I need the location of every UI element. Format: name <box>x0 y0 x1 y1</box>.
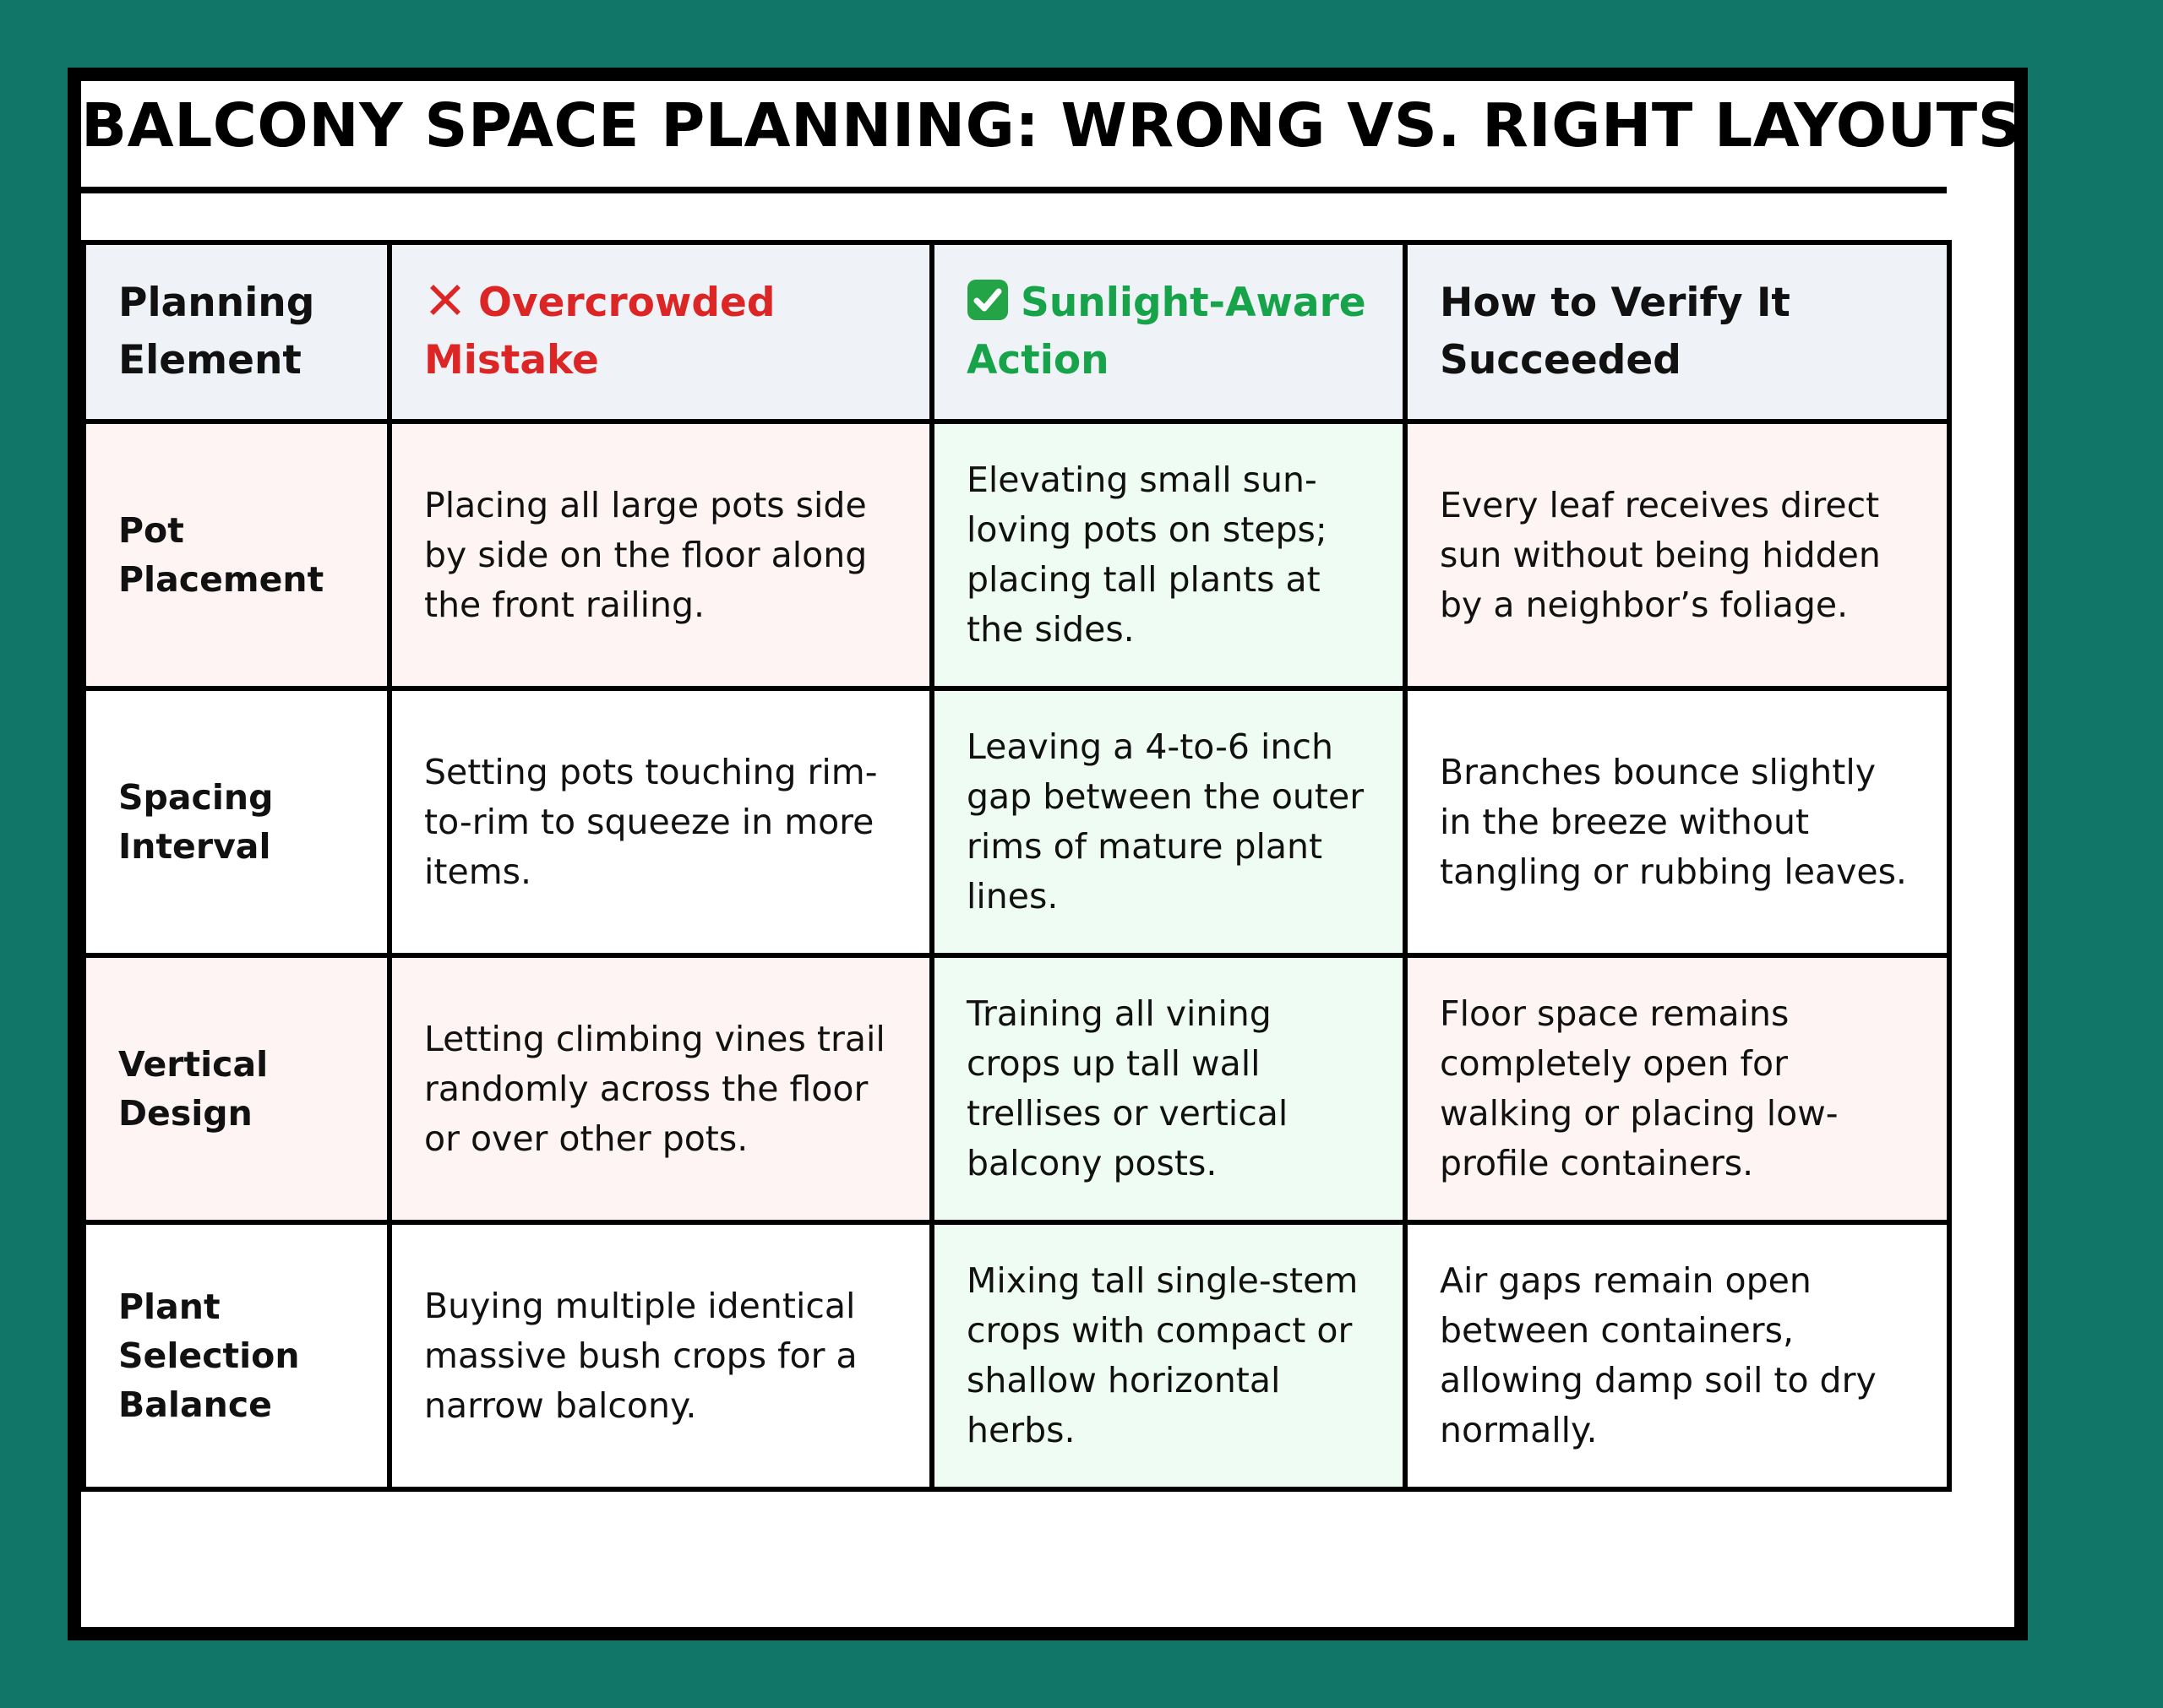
header-overcrowded-mistake <box>390 242 932 422</box>
mistake-cell: Placing all large pots side by side on the floor along the front railing. <box>390 422 932 688</box>
row-label: Plant Selection Balance <box>84 1222 390 1489</box>
header-sunlight-aware-action <box>932 242 1405 422</box>
verify-cell: Floor space remains completely open for walking or placing low-profile containers. <box>1405 955 1949 1222</box>
comparison-table <box>81 240 1952 1492</box>
title-divider <box>81 187 1947 193</box>
table-row-plant-selection-balance <box>84 1222 1949 1489</box>
header-sunlight-aware-action-label: Sunlight-Aware Action <box>967 280 1366 383</box>
cross-mark-icon <box>424 279 466 321</box>
table-row-vertical-design <box>84 955 1949 1222</box>
verify-cell: Branches bounce slightly in the breeze without tangling or rubbing leaves. <box>1405 688 1949 955</box>
header-overcrowded-mistake-label: Overcrowded Mistake <box>424 280 776 383</box>
row-label: Vertical Design <box>84 955 390 1222</box>
header-planning-element-label: Planning Element <box>118 280 315 383</box>
page-title: BALCONY SPACE PLANNING: WRONG VS. RIGHT LAYOUTS <box>81 90 2022 160</box>
table-header-row <box>84 242 1949 422</box>
action-cell: Training all vining crops up tall wall trellises or vertical balcony posts. <box>932 955 1405 1222</box>
action-cell: Mixing tall single-stem crops with compact or shallow horizontal herbs. <box>932 1222 1405 1489</box>
table-row-spacing-interval <box>84 688 1949 955</box>
verify-cell: Air gaps remain open between containers, allowing damp soil to dry normally. <box>1405 1222 1949 1489</box>
header-planning-element <box>84 242 390 422</box>
mistake-cell: Setting pots touching rim-to-rim to squeeze in more items. <box>390 688 932 955</box>
header-how-to-verify-label: How to Verify It Succeeded <box>1440 280 1790 383</box>
action-cell: Leaving a 4-to-6 inch gap between the outer rims of mature plant lines. <box>932 688 1405 955</box>
row-label: Pot Placement <box>84 422 390 688</box>
mistake-cell: Letting climbing vines trail randomly across the floor or over other pots. <box>390 955 932 1222</box>
table-row-pot-placement <box>84 422 1949 688</box>
row-label: Spacing Interval <box>84 688 390 955</box>
check-mark-icon <box>967 279 1009 321</box>
mistake-cell: Buying multiple identical massive bush crops for a narrow balcony. <box>390 1222 932 1489</box>
verify-cell: Every leaf receives direct sun without being hidden by a neighbor’s foliage. <box>1405 422 1949 688</box>
header-how-to-verify <box>1405 242 1949 422</box>
action-cell: Elevating small sun-loving pots on steps; placing tall plants at the sides. <box>932 422 1405 688</box>
